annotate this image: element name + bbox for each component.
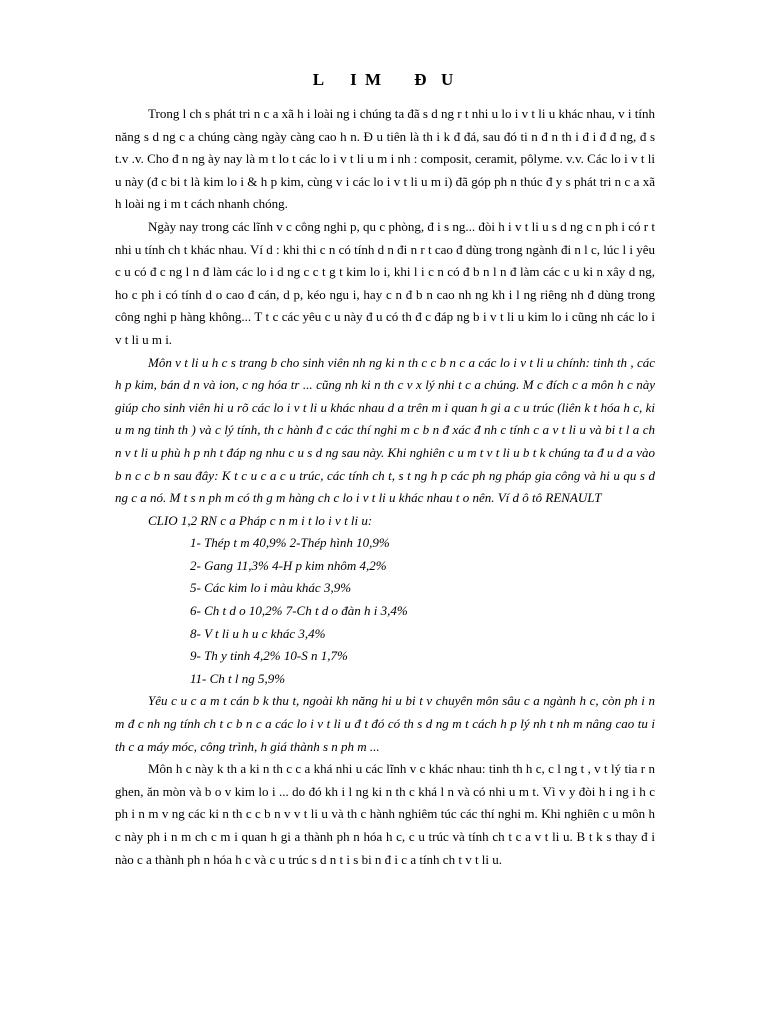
materials-course-paragraph: Môn v t li u h c s trang b cho sinh viên nh ng ki n th c c b n c a các lo i v t li u chính: tinh th , các h p kim, bán d n và ion, c ng hóa tr ... cũng nh ki n th c v x lý nhi t c a chúng. M c đích c a môn h c này giúp cho sinh viên hi u rõ các lo i v t li u khác nhau d a trên m i quan h gi a c u trúc (liên k t hóa h c, ki u m ng tinh th ) và c lý tính, th c hành đ c các thí nghi m c b n đ xác đ nh c tính c a v t li u và bi t l a ch n v t li u phù h p nh t đáp ng nhu c u s d ng sau này. Khi nghiên c u m t v t li u b t k chúng ta đ u d a vào b n c c b n sau đây: K t c u c a c u trúc, các tính ch t, s t ng h p các ph ng pháp gia công và hi u qu s d ng c a nó. M t s n ph m có th g m hàng ch c lo i v t li u khác nhau t o nên. Ví d ô tô RENAULT	[115, 354, 655, 506]
list-item: 11- Ch t l ng 5,9%	[190, 670, 286, 686]
intro-paragraph-2: Ngày nay trong các lĩnh v c công nghi p, qu c phòng, đ i s ng... đòi h i v t li u s d ng c n ph i có r t nhi u tính ch t khác nhau. Ví d : khi thi c n có tính d n đi n r t cao đ dùng trong ngành đi n l c, lúc l i yêu c u có đ c ng l n đ làm các lo i d ng c c t g t kim lo i, khi l i c n có đ b n l n đ làm các c u ki n xây d ng, ho c ph i có tính d o cao đ cán, d p, kéo ngu i, hay c n đ b n cao nh ng kh i l ng riêng nh đ dùng trong công nghi p hàng không... T t c các yêu c u này đ u có th đ c đáp ng b i v t li u kim lo i cũng nh các lo i v t li u m i.	[115, 218, 655, 347]
list-item: 2- Gang 11,3% 4-H p kim nhôm 4,2%	[190, 557, 387, 573]
list-item: 1- Thép t m 40,9% 2-Thép hình 10,9%	[190, 535, 390, 551]
list-item: 8- V t li u h u c khác 3,4%	[190, 625, 326, 641]
final-paragraph: Môn h c này k th a ki n th c c a khá nhi u các lĩnh v c khác nhau: tinh th h c, c l ng t , v t lý tia r n ghen, ăn mòn và b o v kim lo i ... do đó kh i l ng ki n th c khá l n và có nhi u m t. Vì v y đòi h i ng i h c ph i n m v ng các ki n th c c b n v v t li u và th c hành nghiêm túc các thí nghi m. Khi nghiên c u môn h c này ph i n m ch c m i quan h gi a thành ph n hóa h c, c u trúc và tính ch t c a v t li u. B t k s thay đ i nào c a thành ph n hóa h c và c u trúc s d n t i s bi n đ i c a tính ch t v t li u.	[115, 761, 655, 867]
list-intro: CLIO 1,2 RN c a Pháp c n m i t lo i v t li u:	[148, 512, 373, 528]
intro-paragraph-1: Trong l ch s phát tri n c a xã h i loài ng i chúng ta đã s d ng r t nhi u lo i v t li u khác nhau, v i tính năng s d ng c a chúng càng ngày càng cao h n. Đ u tiên là th i k đ đá, sau đó ti n đ n th i đ i đ đ ng, đ s t.v .v. Cho đ n ng ày nay là m t lo t các lo i v t li u m i nh : composit, ceramit, pôlyme. v.v. Các lo i v t li u này (đ c bi t là kim lo i & h p kim, cùng v i các lo i v t li u m i) đã góp ph n thúc đ y s phát tri n c a xã h loài ng i m t cách nhanh chóng.	[115, 106, 655, 212]
materials-list	[115, 532, 655, 690]
list-item: 6- Ch t d o 10,2% 7-Ch t d o đàn h i 3,4%	[190, 603, 408, 619]
list-item: 5- Các kim lo i màu khác 3,9%	[190, 580, 352, 596]
page-title: L I M Đ U	[312, 70, 456, 89]
document-body	[115, 103, 655, 871]
list-item: 9- Th y tinh 4,2% 10-S n 1,7%	[190, 648, 348, 664]
engineer-requirements-paragraph: Yêu c u c a m t cán b k thu t, ngoài kh năng hi u bi t v chuyên môn sâu c a ngành h c, còn ph i n m đ c nh ng tính ch t c b n c a các lo i v t li u đ t đó có th s d ng m t cách h p lý nh t nh m nâng cao tu i th c a máy móc, công trình, h giá thành s n ph m ...	[115, 693, 655, 754]
